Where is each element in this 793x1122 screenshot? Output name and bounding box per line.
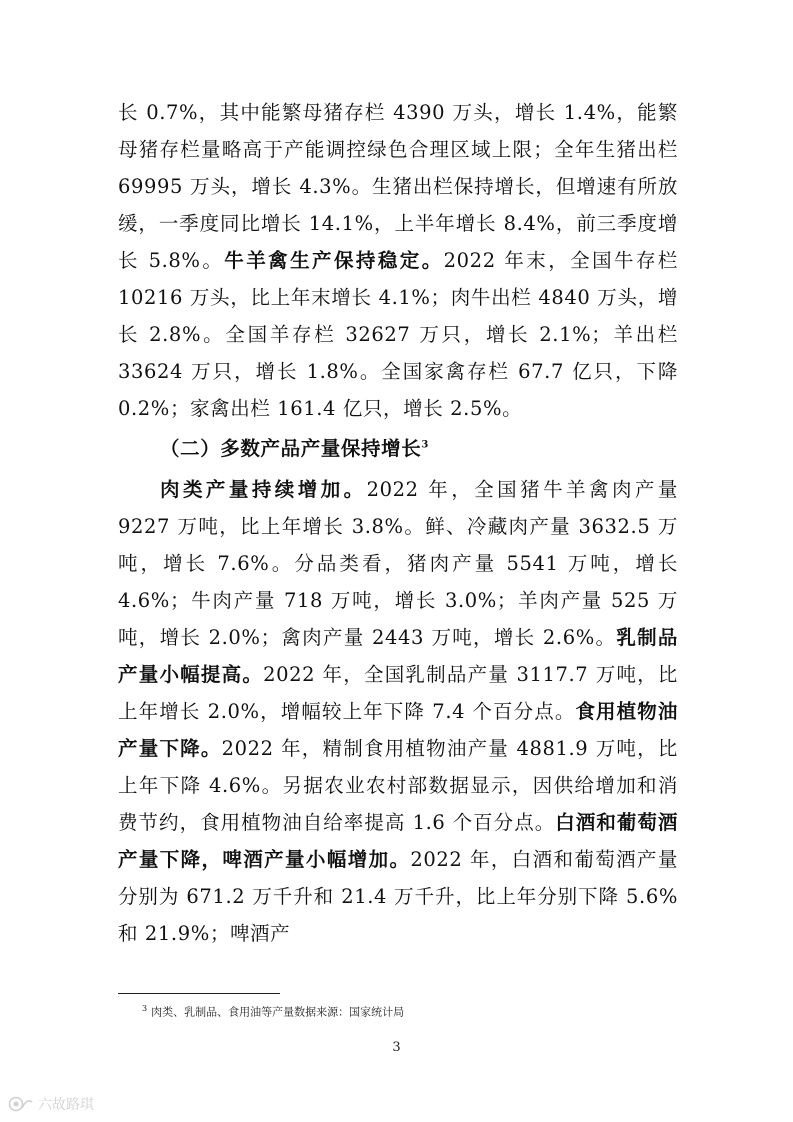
bold-lead-sentence: 肉类产量持续增加。 bbox=[160, 478, 367, 501]
paragraph-text: 2022 年末，全国牛存栏 10216 万头，比上年末增长 4.1%；肉牛出栏 4840 万头，增长 2.8%。全国羊存栏 32627 万只，增长 2.1%；羊出栏 33624 万只，增长 1.8%。全国家禽存栏 67.7 亿只，下降 0.2%；家禽出栏 161.4 亿只，增长 2.5%。 bbox=[118, 249, 678, 420]
bold-lead-sentence: 乳制品产量小幅提高。 bbox=[118, 626, 678, 686]
watermark bbox=[8, 1094, 94, 1114]
footnote-text: 肉类、乳制品、食用油等产量数据来源：国家统计局 bbox=[151, 1005, 405, 1019]
bold-lead-sentence: 白酒和葡萄酒产量下降，啤酒产量小幅增加。 bbox=[118, 811, 678, 871]
page-number: 3 bbox=[392, 1040, 401, 1055]
footnote bbox=[142, 1002, 404, 1020]
body-paragraph bbox=[118, 471, 678, 952]
paragraph-text: 2022 年，全国乳制品产量 3117.7 万吨，比上年增长 2.0%，增幅较上年下降 7.4 个百分点。 bbox=[118, 663, 678, 723]
section-heading-text: （二）多数产品产量保持增长 bbox=[160, 437, 422, 460]
footnote-mark: 3 bbox=[142, 1004, 148, 1013]
watermark-text: 六故路琪 bbox=[38, 1097, 94, 1113]
footnote-divider bbox=[118, 993, 280, 994]
paragraph-text: 长 0.7%，其中能繁母猪存栏 4390 万头，增长 1.4%，能繁母猪存栏量略高于产能调控绿色合理区域上限；全年生猪出栏 69995 万头，增长 4.3%。生猪出栏保持增长，但增速有所放缓，一季度同比增长 14.1%，上半年增长 8.4%，前三季度增长 5.8%。 bbox=[118, 101, 678, 272]
paragraph-group-intro bbox=[118, 94, 678, 427]
paragraph-text: 2022 年，白酒和葡萄酒产量分别为 671.2 万千升和 21.4 万千升，比上年分别下降 5.6%和 21.9%；啤酒产 bbox=[118, 848, 679, 945]
bold-lead-sentence: 牛羊禽生产保持稳定。 bbox=[224, 249, 444, 272]
bold-lead-sentence: 食用植物油产量下降。 bbox=[118, 700, 678, 760]
watermark-logo-icon bbox=[8, 1096, 34, 1112]
paragraph-text: 2022 年，全国猪牛羊禽肉产量 9227 万吨，比上年增长 3.8%。鲜、冷藏肉产量 3632.5 万吨，增长 7.6%。分品类看，猪肉产量 5541 万吨，增长 4.6%；牛肉产量 718 万吨，增长 3.0%；羊肉产量 525 万吨，增长 2.0%；禽肉产量 2443 万吨，增长 2.6%。 bbox=[118, 478, 678, 649]
paragraph-group-production bbox=[118, 471, 678, 952]
section-heading bbox=[118, 427, 678, 471]
paragraph-text: 2022 年，精制食用植物油产量 4881.9 万吨，比上年下降 4.6%。另据农业农村部数据显示，因供给增加和消费节约，食用植物油自给率提高 1.6 个百分点。 bbox=[118, 737, 678, 834]
body-paragraph bbox=[118, 94, 678, 427]
footnote-reference: 3 bbox=[421, 439, 429, 451]
page-body bbox=[118, 94, 678, 952]
